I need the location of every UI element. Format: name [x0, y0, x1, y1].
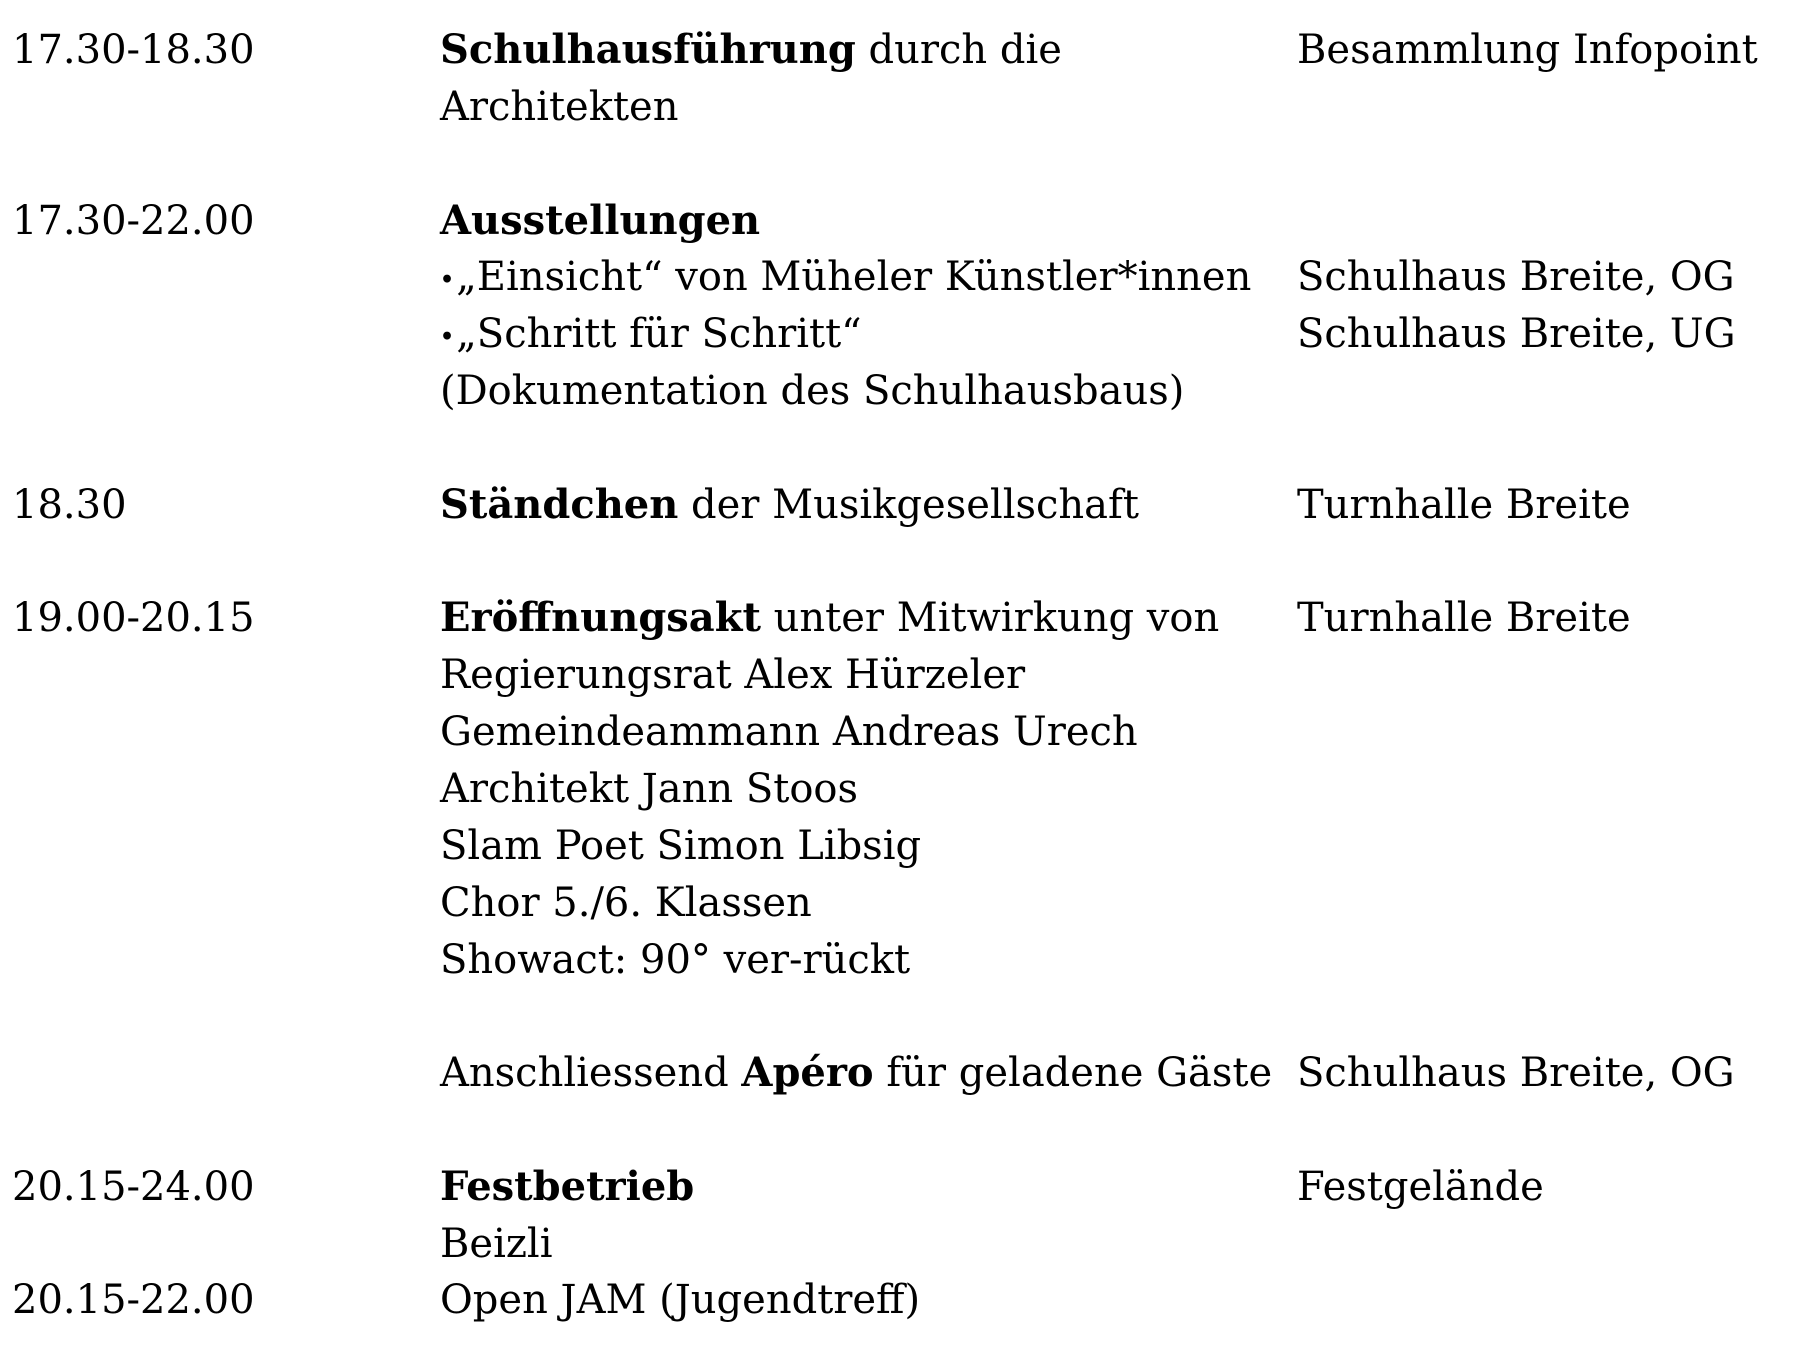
location-festgelaende: Festgelände	[1297, 1164, 1544, 1210]
time-schulhausfuehrung: 17.30-18.30	[12, 27, 255, 73]
exhibition-item-schritt	[440, 310, 862, 361]
event-ausstellungen	[440, 197, 760, 245]
participant-line: Architekt Jann Stoos	[440, 766, 859, 812]
event-detail-line: Beizli	[440, 1221, 553, 1267]
time-festbetrieb: 20.15-24.00	[12, 1164, 255, 1210]
event-prefix: Anschliessend	[440, 1050, 742, 1096]
exhibition-item-text: „Einsicht“ von Müheler Künstler*innen	[456, 254, 1252, 300]
exhibition-item-text: „Schritt für Schritt“	[456, 311, 862, 357]
event-staendchen	[440, 481, 1139, 529]
location-turnhalle-breite: Turnhalle Breite	[1297, 595, 1631, 641]
participant-line: Slam Poet Simon Libsig	[440, 823, 922, 869]
location-schulhaus-breite-ug: Schulhaus Breite, UG	[1297, 311, 1736, 357]
participant-line: Chor 5./6. Klassen	[440, 880, 812, 926]
event-detail-line: (Dokumentation des Schulhausbaus)	[440, 368, 1185, 414]
event-title: Ausstellungen	[440, 197, 761, 244]
time-eroeffnungsakt: 19.00-20.15	[12, 595, 255, 641]
event-eroeffnungsakt	[440, 594, 1219, 642]
event-detail-line: Architekten	[440, 84, 679, 130]
event-apero	[440, 1049, 1272, 1097]
event-title: Eröffnungsakt	[440, 594, 761, 641]
time-ausstellungen: 17.30-22.00	[12, 198, 255, 244]
participant-line: Gemeindeammann Andreas Urech	[440, 709, 1138, 755]
event-suffix: für geladene Gäste	[873, 1050, 1273, 1096]
time-open-jam: 20.15-22.00	[12, 1277, 255, 1323]
event-suffix: der Musikgesellschaft	[678, 482, 1139, 528]
participant-line: Showact: 90° ver-rückt	[440, 937, 911, 983]
location-besammlung-infopoint: Besammlung Infopoint	[1297, 27, 1758, 73]
event-open-jam: Open JAM (Jugendtreff)	[440, 1277, 921, 1323]
event-title: Festbetrieb	[440, 1163, 695, 1210]
location-schulhaus-breite-og: Schulhaus Breite, OG	[1297, 254, 1735, 300]
bullet-icon: •	[440, 324, 455, 350]
exhibition-item-einsicht	[440, 253, 1251, 304]
event-suffix: unter Mitwirkung von	[760, 595, 1220, 641]
time-staendchen: 18.30	[12, 482, 127, 528]
event-title: Ständchen	[440, 481, 679, 528]
event-festbetrieb	[440, 1163, 694, 1211]
location-schulhaus-breite-og: Schulhaus Breite, OG	[1297, 1050, 1735, 1096]
event-title: Schulhausführung	[440, 26, 856, 73]
event-suffix: durch die	[855, 27, 1062, 73]
location-turnhalle-breite: Turnhalle Breite	[1297, 482, 1631, 528]
participant-line: Regierungsrat Alex Hürzeler	[440, 652, 1026, 698]
bullet-icon: •	[440, 267, 455, 293]
event-title: Apéro	[741, 1049, 874, 1096]
event-schulhausfuehrung	[440, 26, 1062, 74]
